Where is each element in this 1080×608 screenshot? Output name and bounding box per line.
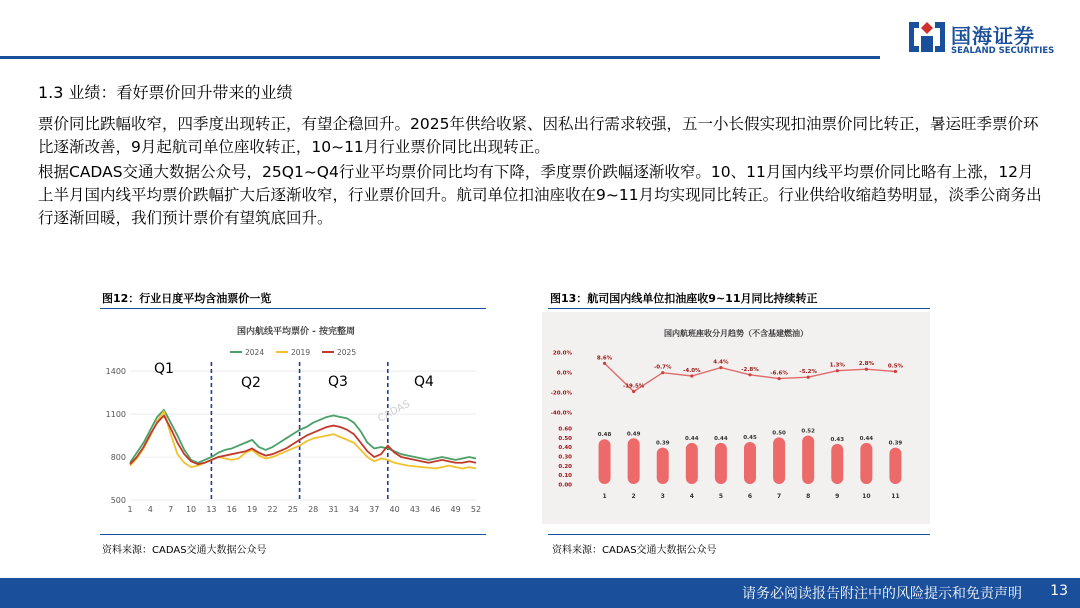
x-tick-19: 19	[247, 505, 258, 514]
legend-label-2019: 2019	[291, 348, 311, 357]
x-category-7: 7	[776, 493, 782, 500]
figure12-bottom-rule	[100, 534, 486, 535]
seat-revenue-bar-2	[628, 438, 640, 484]
yoy-point-11	[894, 370, 897, 373]
y-tick-800: 800	[110, 453, 126, 463]
x-category-3: 3	[660, 493, 665, 500]
yoy-label-4: -4.0%	[683, 368, 701, 374]
seat-revenue-bar-3	[657, 448, 669, 484]
bottom-y-tick-0: 0.60	[558, 426, 572, 433]
x-tick-49: 49	[450, 505, 461, 514]
bar-label-9: 0.43	[830, 436, 845, 443]
y-tick-1100: 1100	[105, 410, 126, 420]
quarter-label-Q2: Q2	[241, 375, 261, 391]
figure13-source: 资料来源：CADAS交通大数据公众号	[552, 545, 717, 556]
y-tick-1400: 1400	[105, 367, 126, 377]
seat-revenue-bar-5	[715, 443, 727, 484]
top-y-tick-3: -40.0%	[550, 410, 572, 417]
figure12-rule	[100, 308, 486, 309]
seat-revenue-bar-10	[860, 443, 872, 484]
yoy-point-8	[807, 376, 810, 379]
series-line-2024	[130, 410, 476, 463]
bar-label-11: 0.39	[888, 440, 903, 447]
bar-label-4: 0.44	[685, 435, 699, 442]
x-tick-46: 46	[430, 505, 441, 514]
x-category-8: 8	[806, 493, 811, 500]
yoy-label-8: -5.2%	[799, 369, 817, 376]
bar-label-7: 0.50	[772, 430, 786, 437]
x-tick-43: 43	[409, 505, 421, 514]
chart12-title: 国内航线平均票价 - 按完整周	[236, 327, 356, 337]
seat-revenue-bar-9	[831, 444, 843, 484]
legend-label-2024: 2024	[245, 348, 265, 357]
bar-label-6: 0.45	[743, 435, 757, 441]
seat-revenue-bar-8	[802, 435, 814, 484]
yoy-point-10	[865, 368, 868, 371]
yoy-label-7: -6.6%	[770, 370, 788, 377]
seat-revenue-bar-1	[599, 439, 611, 484]
chart13-background	[542, 312, 930, 524]
x-tick-22: 22	[267, 505, 278, 514]
x-tick-25: 25	[287, 505, 298, 514]
bar-label-3: 0.39	[655, 440, 670, 447]
paragraph-1: 票价同比跌幅收窄，四季度出现转正，有望企稳回升。2025年供给收紧、因私出行需求较强，五一小长假实现扣油票价同比转正，暑运旺季票价环比逐渐改善，9月起航司单位座收转正，10~11月行业票价同比出现转正。	[38, 115, 1039, 156]
yoy-point-2	[632, 390, 635, 393]
brand-name-en: SEALAND SECURITIES	[951, 46, 1055, 56]
bottom-y-tick-5: 0.10	[558, 473, 572, 480]
bar-label-5: 0.44	[714, 435, 728, 442]
yoy-label-3: -0.7%	[653, 364, 672, 371]
figure12-source: 资料来源：CADAS交通大数据公众号	[102, 545, 267, 556]
figure13-rule	[548, 308, 930, 309]
figure13-bottom-rule	[548, 534, 930, 535]
x-tick-10: 10	[185, 505, 197, 514]
bottom-y-tick-6: 0.00	[558, 482, 572, 489]
bottom-y-tick-3: 0.30	[558, 454, 572, 461]
yoy-point-3	[661, 371, 664, 374]
x-tick-4: 4	[147, 505, 153, 514]
yoy-label-5: 4.4%	[713, 359, 729, 366]
x-tick-1: 1	[127, 505, 133, 514]
yoy-point-9	[836, 369, 839, 372]
figure12-caption: 图12：行业日度平均含油票价一览	[102, 292, 272, 305]
sealand-logo-icon	[907, 18, 947, 54]
yoy-label-11: 0.5%	[887, 363, 904, 370]
footer-bar	[0, 578, 1080, 608]
x-tick-31: 31	[328, 505, 339, 514]
top-y-tick-2: -20.0%	[550, 390, 572, 397]
bar-label-2: 0.49	[626, 431, 641, 438]
x-tick-40: 40	[389, 505, 400, 514]
yoy-point-5	[719, 366, 722, 369]
x-tick-52: 52	[470, 505, 482, 514]
yoy-label-9: 1.3%	[829, 362, 845, 369]
bottom-y-tick-4: 0.20	[558, 463, 572, 470]
x-category-11: 11	[891, 493, 900, 500]
paragraph-2: 根据CADAS交通大数据公众号，25Q1~Q4行业平均票价同比均有下降，季度票价跌幅逐渐收窄。10、11月国内线平均票价同比略有上涨，12月上半月国内线平均票价跌幅扩大后逐渐收窄，行业票价回升。航司单位扣油座收在9~11月均实现同比转正。行业供给收缩趋势明显，淡季公商务出行逐渐回暖，我们预计票价有望筑底回升。	[38, 163, 1042, 227]
x-category-1: 1	[602, 493, 607, 500]
yoy-label-6: -2.8%	[741, 366, 759, 373]
seat-revenue-bar-7	[773, 437, 785, 484]
x-category-2: 2	[631, 493, 636, 500]
bar-label-8: 0.52	[801, 428, 815, 435]
header-rule	[0, 56, 880, 59]
legend-label-2025: 2025	[337, 348, 357, 357]
yoy-point-1	[603, 362, 606, 365]
yoy-label-10: 2.8%	[858, 361, 874, 368]
x-category-4: 4	[689, 493, 694, 500]
x-tick-7: 7	[168, 505, 174, 514]
yoy-label-1: 8.6%	[596, 355, 613, 362]
brand-name-cn: 国海证券	[951, 24, 1035, 48]
x-tick-34: 34	[348, 505, 359, 514]
chart12-watermark: CADAS	[376, 398, 412, 425]
seat-revenue-bar-4	[686, 443, 698, 484]
bar-label-10: 0.44	[859, 435, 874, 442]
yoy-point-4	[690, 374, 693, 377]
quarter-label-Q1: Q1	[154, 361, 174, 377]
footer-disclaimer: 请务必阅读报告附注中的风险提示和免责声明	[742, 586, 1022, 602]
bottom-y-tick-1: 0.50	[558, 435, 572, 442]
yoy-label-2: -19.5%	[622, 383, 645, 390]
seat-revenue-bar-11	[889, 448, 901, 484]
bottom-y-tick-2: 0.40	[558, 445, 572, 452]
chart13-title: 国内航班座收分月趋势（不含基建燃油）	[664, 329, 808, 338]
page-number: 13	[1050, 583, 1068, 599]
top-y-tick-1: 0.0%	[556, 370, 572, 377]
x-tick-13: 13	[206, 505, 217, 514]
chart-daily-fare	[100, 312, 486, 524]
x-tick-28: 28	[308, 505, 319, 514]
brand-logo	[907, 14, 1067, 64]
quarter-label-Q3: Q3	[328, 374, 348, 390]
series-line-2019	[130, 411, 476, 468]
x-category-6: 6	[747, 493, 753, 500]
section-title: 1.3 业绩：看好票价回升带来的业绩	[38, 83, 293, 102]
yoy-point-7	[777, 377, 780, 380]
chart-seat-revenue	[542, 312, 930, 524]
quarter-label-Q4: Q4	[414, 374, 434, 390]
seat-revenue-bar-6	[744, 442, 756, 484]
x-tick-16: 16	[226, 505, 237, 514]
x-category-5: 5	[718, 493, 724, 500]
x-category-10: 10	[862, 493, 871, 500]
figure13-caption: 图13：航司国内线单位扣油座收9~11月同比持续转正	[550, 292, 818, 305]
top-y-tick-0: 20.0%	[552, 350, 572, 357]
x-category-9: 9	[835, 493, 840, 500]
y-tick-500: 500	[110, 496, 126, 505]
bar-label-1: 0.48	[597, 432, 612, 439]
yoy-point-6	[748, 373, 751, 376]
x-tick-37: 37	[369, 505, 380, 514]
